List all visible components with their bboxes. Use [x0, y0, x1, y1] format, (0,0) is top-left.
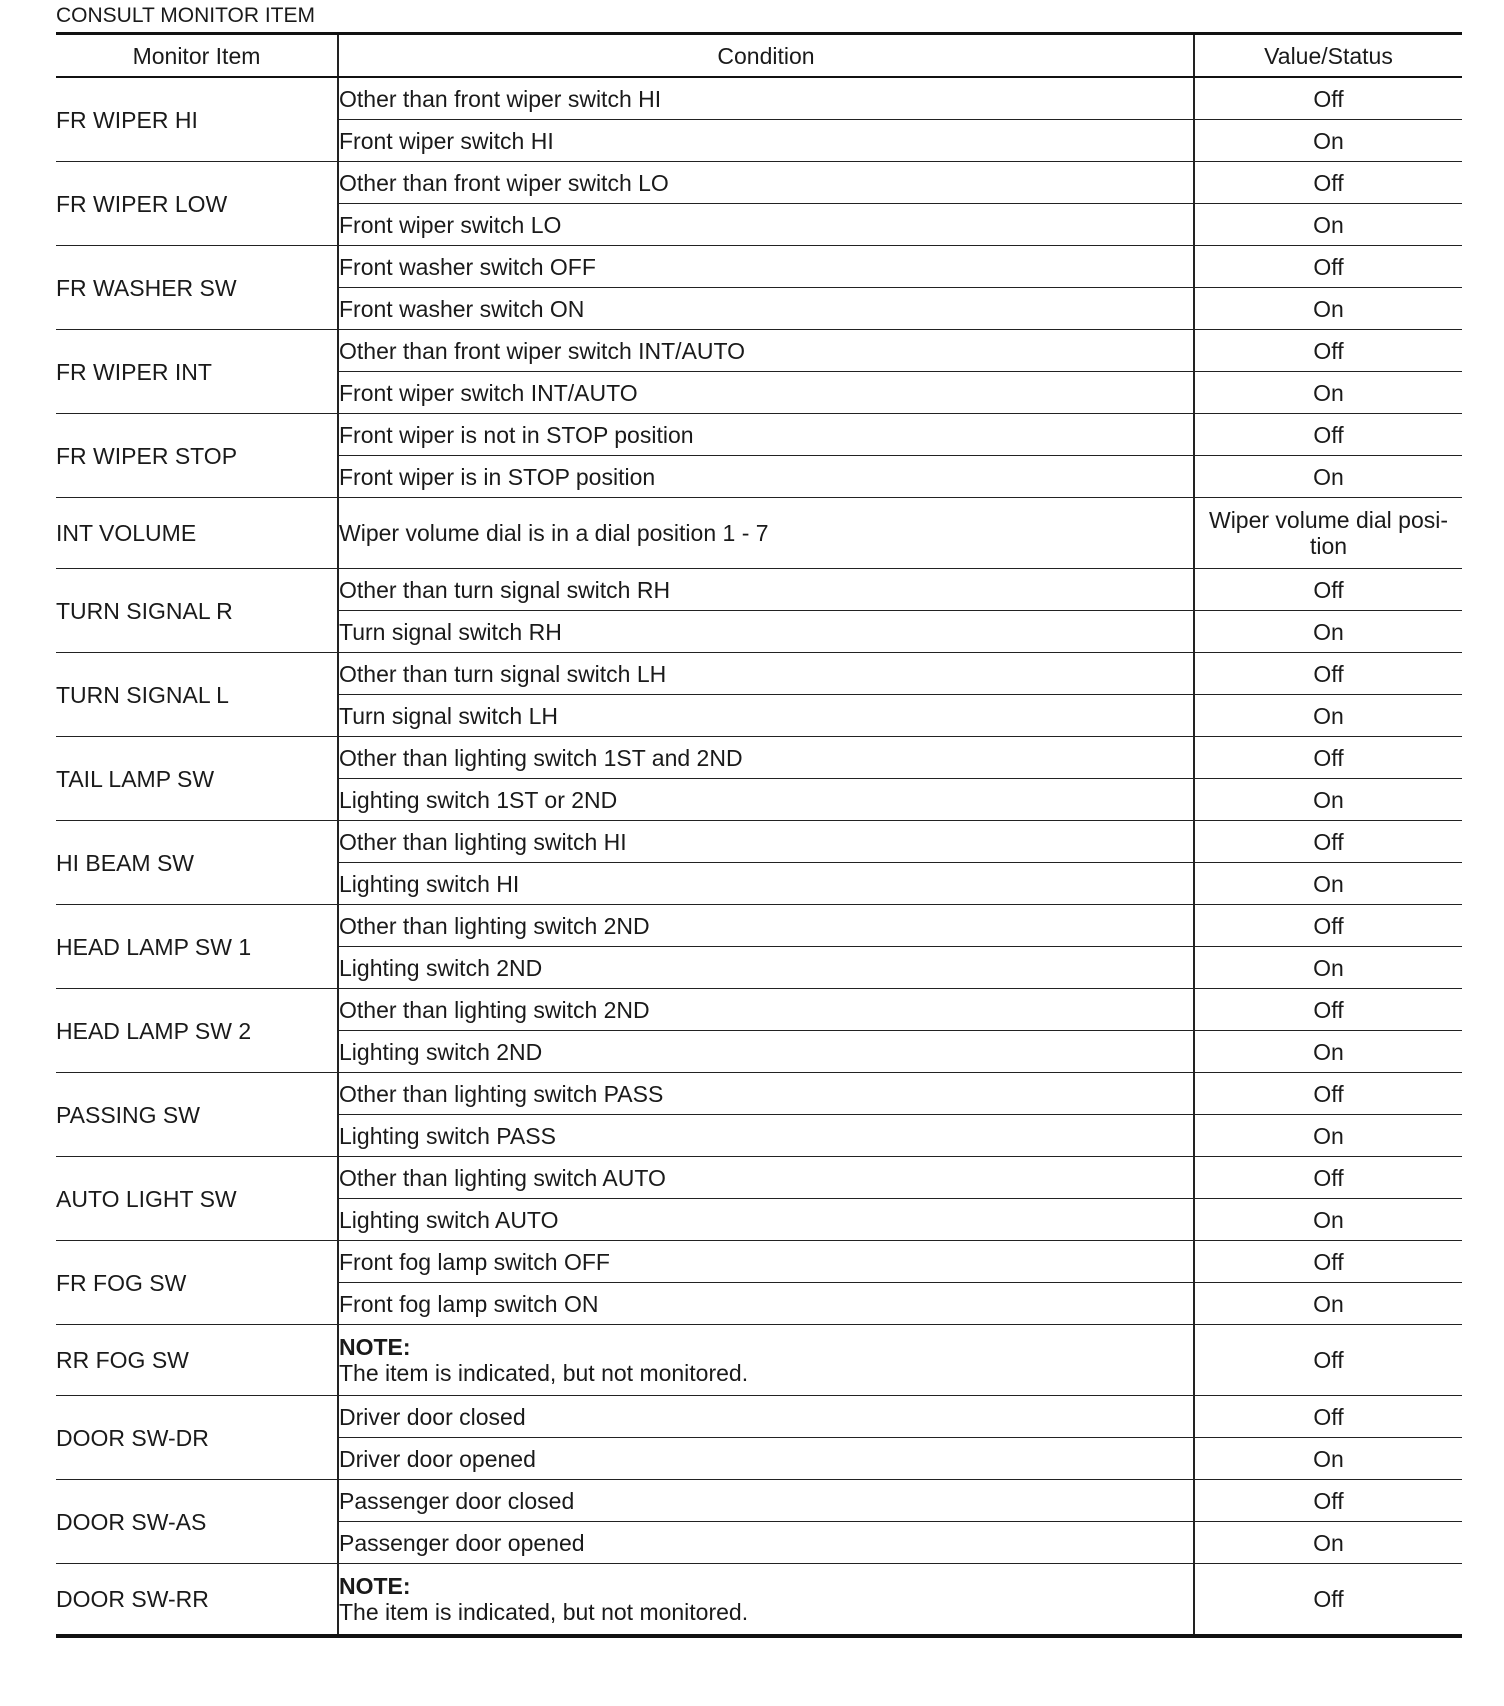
condition-cell: Front washer switch OFF	[338, 246, 1194, 288]
condition-cell: Other than lighting switch 2ND	[338, 905, 1194, 947]
table-row	[56, 989, 1462, 1031]
condition-cell: Other than lighting switch 2ND	[338, 989, 1194, 1031]
monitor-item-cell: DOOR SW-AS	[56, 1480, 338, 1564]
value-status-cell: On	[1194, 204, 1462, 246]
table-row	[56, 162, 1462, 204]
monitor-item-cell: TAIL LAMP SW	[56, 737, 338, 821]
table-row	[56, 414, 1462, 456]
value-status-cell: Off	[1194, 569, 1462, 611]
value-status-cell: On	[1194, 695, 1462, 737]
condition-cell: Other than lighting switch AUTO	[338, 1157, 1194, 1199]
table-row	[56, 498, 1462, 569]
value-status-cell: On	[1194, 779, 1462, 821]
table-row	[56, 821, 1462, 863]
monitor-item-cell: FR WIPER LOW	[56, 162, 338, 246]
condition-cell: Other than lighting switch PASS	[338, 1073, 1194, 1115]
condition-cell: Front wiper switch INT/AUTO	[338, 372, 1194, 414]
value-status-cell: Off	[1194, 905, 1462, 947]
condition-cell: Front wiper switch HI	[338, 120, 1194, 162]
value-status-cell: Off	[1194, 989, 1462, 1031]
note-title: NOTE:	[339, 1334, 411, 1360]
header-value-status: Value/Status	[1194, 34, 1462, 78]
value-status-cell: On	[1194, 1115, 1462, 1157]
value-status-cell: Off	[1194, 414, 1462, 456]
table-row	[56, 1325, 1462, 1396]
condition-cell: Front wiper switch LO	[338, 204, 1194, 246]
monitor-item-cell: FR WIPER STOP	[56, 414, 338, 498]
value-status-cell: Off	[1194, 1241, 1462, 1283]
table-row	[56, 1396, 1462, 1438]
condition-cell: Lighting switch 2ND	[338, 1031, 1194, 1073]
value-status-cell: On	[1194, 1031, 1462, 1073]
condition-cell: Other than lighting switch HI	[338, 821, 1194, 863]
table-row	[56, 905, 1462, 947]
table-row	[56, 77, 1462, 120]
value-status-cell	[1194, 1564, 1462, 1637]
value-status-cell: On	[1194, 1438, 1462, 1480]
value-status-cell: Off	[1194, 737, 1462, 779]
condition-cell: Lighting switch AUTO	[338, 1199, 1194, 1241]
condition-cell: Front fog lamp switch ON	[338, 1283, 1194, 1325]
monitor-item-cell: HEAD LAMP SW 2	[56, 989, 338, 1073]
condition-cell: Other than front wiper switch HI	[338, 77, 1194, 120]
condition-cell: Lighting switch 2ND	[338, 947, 1194, 989]
monitor-item-cell: FR WASHER SW	[56, 246, 338, 330]
value-status-cell: Off	[1194, 1480, 1462, 1522]
monitor-item-cell: TURN SIGNAL R	[56, 569, 338, 653]
table-row	[56, 246, 1462, 288]
value-status-cell: On	[1194, 611, 1462, 653]
value-status-text: Off	[1313, 1586, 1344, 1612]
note-text: The item is indicated, but not monitored.	[339, 1599, 749, 1625]
condition-cell	[338, 1325, 1194, 1396]
condition-cell: Other than turn signal switch LH	[338, 653, 1194, 695]
condition-cell: Passenger door closed	[338, 1480, 1194, 1522]
value-status-cell: On	[1194, 863, 1462, 905]
table-header-row	[56, 34, 1462, 78]
condition-cell: Other than turn signal switch RH	[338, 569, 1194, 611]
note-text: The item is indicated, but not monitored.	[339, 1360, 749, 1386]
monitor-item-cell: PASSING SW	[56, 1073, 338, 1157]
value-status-cell: Off	[1194, 246, 1462, 288]
value-status-cell: Off	[1194, 653, 1462, 695]
value-status-cell: On	[1194, 947, 1462, 989]
table-body	[56, 77, 1462, 1636]
header-monitor-item: Monitor Item	[56, 34, 338, 78]
condition-cell: Other than lighting switch 1ST and 2ND	[338, 737, 1194, 779]
value-status-cell: Off	[1194, 1073, 1462, 1115]
value-status-cell: On	[1194, 120, 1462, 162]
header-condition: Condition	[338, 34, 1194, 78]
monitor-item-cell: HI BEAM SW	[56, 821, 338, 905]
monitor-table	[56, 32, 1462, 1638]
value-status-cell: Off	[1194, 77, 1462, 120]
monitor-item-cell: HEAD LAMP SW 1	[56, 905, 338, 989]
condition-cell: Lighting switch HI	[338, 863, 1194, 905]
value-status-cell: Off	[1194, 1157, 1462, 1199]
value-status-cell: Off	[1194, 330, 1462, 372]
condition-cell: Wiper volume dial is in a dial position 1 - 7	[338, 498, 1194, 569]
table-row	[56, 1073, 1462, 1115]
value-status-cell	[1194, 1325, 1462, 1396]
value-status-cell	[1194, 498, 1462, 569]
table-row	[56, 653, 1462, 695]
table-row	[56, 737, 1462, 779]
condition-cell: Turn signal switch RH	[338, 611, 1194, 653]
value-status-text: Off	[1313, 1347, 1344, 1373]
value-status-cell: On	[1194, 1522, 1462, 1564]
condition-cell: Front wiper is in STOP position	[338, 456, 1194, 498]
condition-cell: Lighting switch PASS	[338, 1115, 1194, 1157]
condition-cell: Front washer switch ON	[338, 288, 1194, 330]
value-status-cell: Off	[1194, 821, 1462, 863]
condition-cell: Front fog lamp switch OFF	[338, 1241, 1194, 1283]
value-status-cell: Off	[1194, 1396, 1462, 1438]
monitor-item-cell: FR WIPER INT	[56, 330, 338, 414]
table-row	[56, 330, 1462, 372]
monitor-item-cell: INT VOLUME	[56, 498, 338, 569]
table-row	[56, 569, 1462, 611]
condition-cell: Other than front wiper switch LO	[338, 162, 1194, 204]
condition-cell: Lighting switch 1ST or 2ND	[338, 779, 1194, 821]
value-status-cell: On	[1194, 372, 1462, 414]
note-title: NOTE:	[339, 1573, 411, 1599]
monitor-item-cell: DOOR SW-DR	[56, 1396, 338, 1480]
condition-cell: Turn signal switch LH	[338, 695, 1194, 737]
value-status-cell: On	[1194, 288, 1462, 330]
table-row	[56, 1480, 1462, 1522]
monitor-item-cell: FR FOG SW	[56, 1241, 338, 1325]
condition-cell: Other than front wiper switch INT/AUTO	[338, 330, 1194, 372]
table-row	[56, 1157, 1462, 1199]
condition-cell: Driver door opened	[338, 1438, 1194, 1480]
value-status-cell: On	[1194, 456, 1462, 498]
monitor-item-cell: TURN SIGNAL L	[56, 653, 338, 737]
table-row	[56, 1241, 1462, 1283]
monitor-item-cell: FR WIPER HI	[56, 77, 338, 162]
document-title: CONSULT MONITOR ITEM	[56, 4, 316, 27]
monitor-item-cell: DOOR SW-RR	[56, 1564, 338, 1637]
condition-cell: Front wiper is not in STOP position	[338, 414, 1194, 456]
monitor-item-cell: RR FOG SW	[56, 1325, 338, 1396]
condition-cell: Passenger door opened	[338, 1522, 1194, 1564]
table-row	[56, 1564, 1462, 1637]
value-status-cell: On	[1194, 1283, 1462, 1325]
condition-cell	[338, 1564, 1194, 1637]
value-status-cell: Off	[1194, 162, 1462, 204]
condition-cell: Driver door closed	[338, 1396, 1194, 1438]
value-status-cell: On	[1194, 1199, 1462, 1241]
monitor-item-cell: AUTO LIGHT SW	[56, 1157, 338, 1241]
value-status-text: Wiper volume dial posi-tion	[1208, 507, 1449, 559]
